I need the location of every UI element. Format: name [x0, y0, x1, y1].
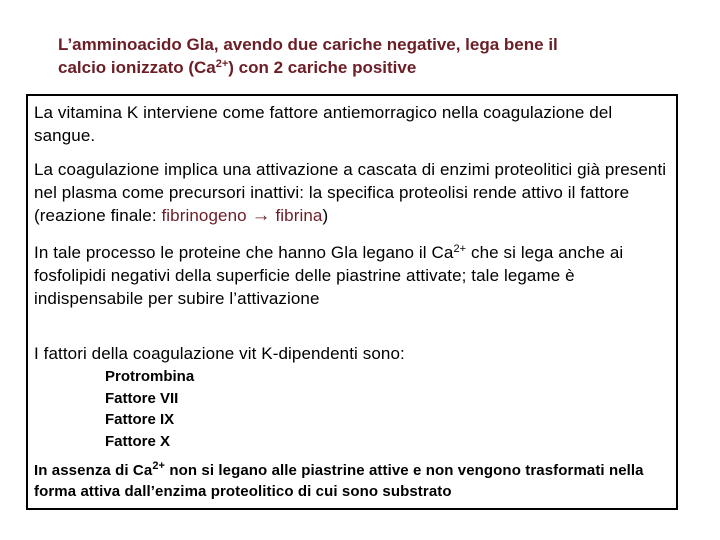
paragraph-calcium-absence — [34, 460, 674, 502]
title-line-1: L’amminoacido Gla, avendo due cariche negative, lega bene il — [58, 35, 558, 54]
p3-text-post: che si lega anche ai fosfolipidi negativi della superficie delle piastrine attivate; tale legame è indispensabile per subire l’attivazione — [34, 243, 624, 308]
p5-text-pre: In assenza di Ca — [34, 462, 153, 479]
p5-text-post: non si legano alle piastrine attive e non vengono trasformati nella forma attiva dall’enzima proteolitico di cui sono substrato — [34, 462, 644, 500]
paragraph-coagulation — [34, 158, 674, 227]
factors-list — [105, 366, 405, 452]
paragraph-vitamin-k: La vitamina K interviene come fattore antiemorragico nella coagulazione del sangue. — [34, 103, 613, 145]
reactant-fibrinogen: fibrinogeno — [161, 206, 247, 225]
title-line-2-pre: calcio ionizzato (Ca — [58, 58, 216, 77]
product-fibrin: fibrina — [275, 206, 323, 225]
list-item: Fattore VII — [105, 389, 179, 407]
p3-superscript: 2+ — [453, 243, 467, 255]
list-item: Protrombina — [105, 368, 195, 385]
list-item: Fattore IX — [105, 411, 175, 428]
title-line-2-post: ) con 2 cariche positive — [228, 58, 417, 77]
paragraph-gla-binding — [34, 241, 674, 310]
title-superscript: 2+ — [215, 58, 229, 70]
reaction-arrow-icon: → — [251, 205, 271, 226]
p3-text-pre: In tale processo le proteine che hanno Gla legano il Ca — [34, 243, 454, 262]
p2-close: ) — [322, 206, 329, 225]
content-box — [26, 94, 678, 510]
paragraph-factors-intro: I fattori della coagulazione vit K-dipendenti sono: — [34, 344, 405, 363]
slide-title — [58, 33, 698, 79]
list-item: Fattore X — [105, 432, 171, 450]
p5-superscript: 2+ — [152, 460, 166, 472]
title-line-2 — [58, 56, 698, 79]
p2-text: La coagulazione implica una attivazione a cascata di enzimi proteolitici già presenti nel plasma come precursori inattivi: la specifica proteolisi rende attivo il fattore (reazione finale: — [34, 160, 667, 225]
